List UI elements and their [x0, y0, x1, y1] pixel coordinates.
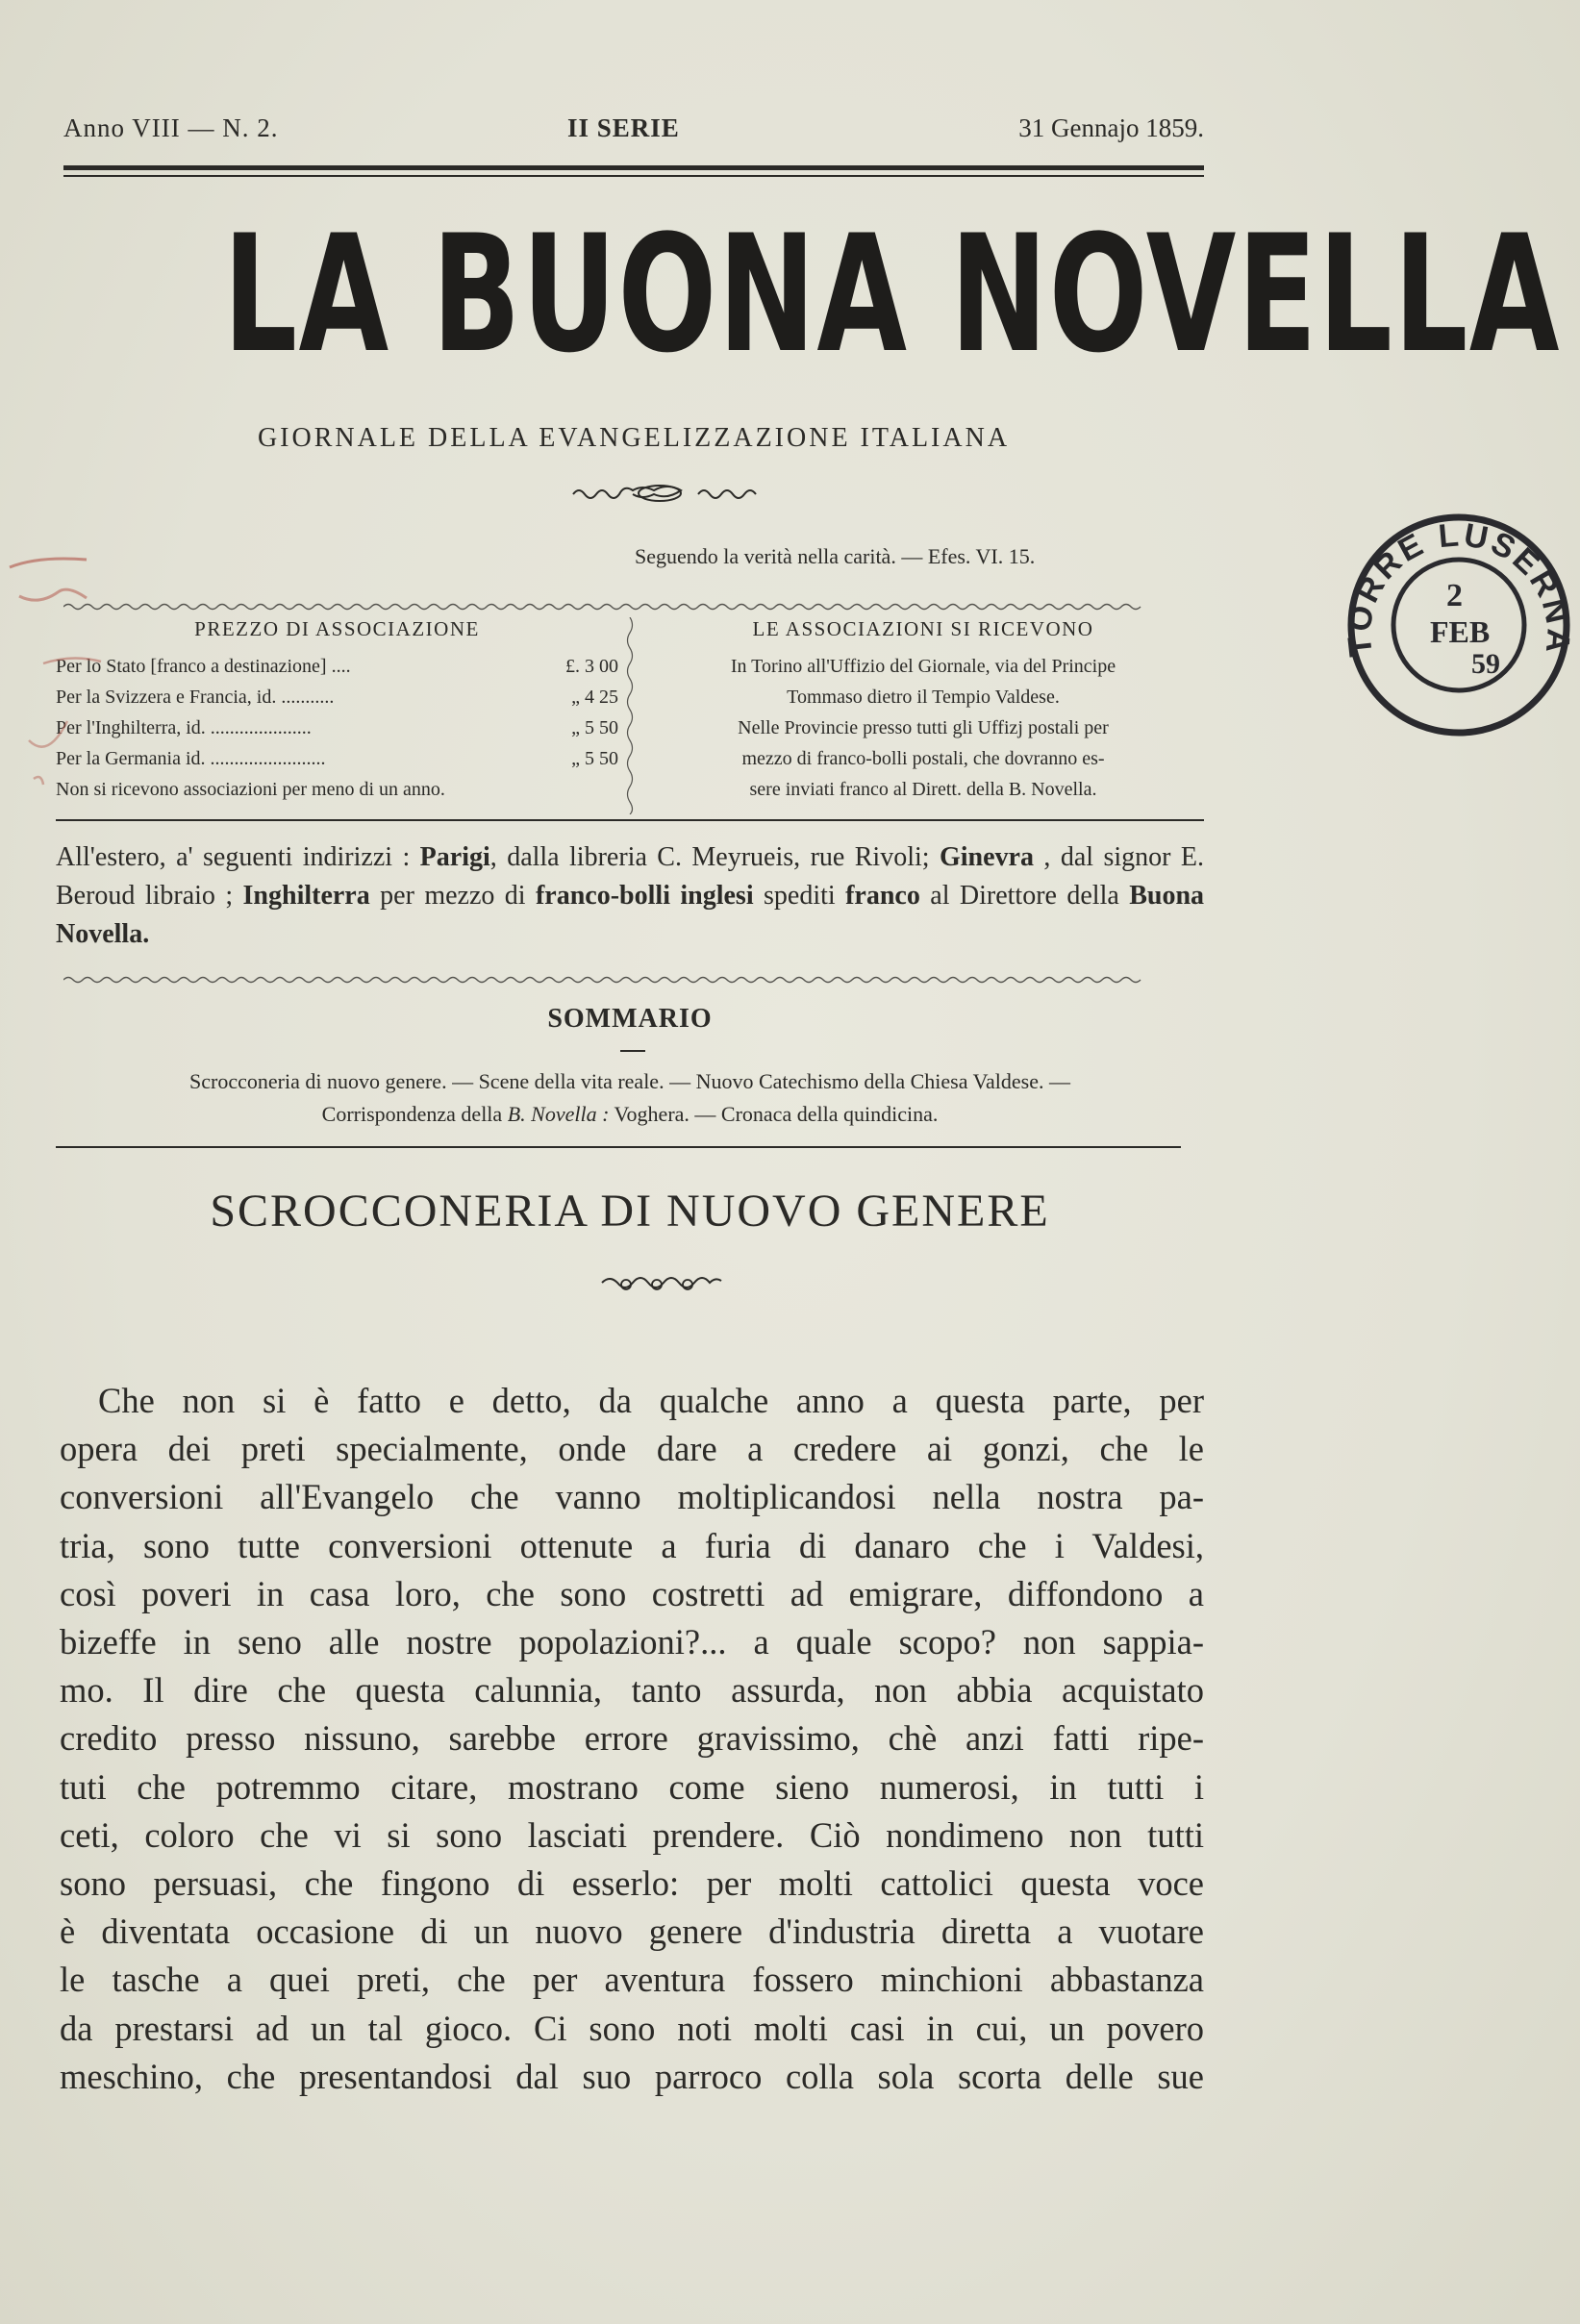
- price-amount: „ 5 50: [571, 717, 618, 738]
- abroad-city: Inghilterra: [242, 881, 370, 911]
- where-heading: LE ASSOCIAZIONI SI RICEVONO: [752, 617, 1094, 640]
- sommario-line: Scrocconeria di nuovo genere. — Scene della vita reale. — Nuovo Catechismo della Chiesa Valdese. —: [189, 1069, 1070, 1093]
- title-ornament: [63, 1271, 1204, 1298]
- sommario-text-part: Voghera. — Cronaca della quindicina.: [609, 1102, 939, 1126]
- article-line: è diventata occasione di un nuovo genere d'industria diretta a vuotare: [60, 1912, 1204, 1952]
- column-divider-brace: [625, 617, 635, 814]
- article-line: Che non si è fatto e detto, da qualche anno a questa parte, per: [98, 1381, 1204, 1420]
- motto-quote: Seguendo la verità nella carità. — Efes. VI. 15.: [635, 544, 1036, 568]
- abroad-city: Parigi: [419, 842, 490, 872]
- sommario-contents: [38, 1065, 1221, 1131]
- price-label: Per l'Inghilterra, id. .....................: [56, 717, 312, 738]
- article-title: SCROCCONERIA DI NUOVO GENERE: [210, 1186, 1050, 1237]
- red-pencil-marks: [0, 548, 144, 808]
- postmark-town: TORRE LUSERNA: [1341, 516, 1577, 659]
- where-line: In Torino all'Uffizio del Giornale, via del Principe: [730, 656, 1116, 677]
- wavy-divider-top: [63, 602, 1204, 612]
- abroad-addresses: [56, 838, 1204, 954]
- price-heading: PREZZO DI ASSOCIAZIONE: [194, 617, 480, 640]
- subscription-box: [56, 617, 1204, 814]
- abroad-text: al Direttore della: [919, 881, 1130, 911]
- where-line: Tommaso dietro il Tempio Valdese.: [787, 687, 1060, 708]
- where-line: sere inviati franco al Dirett. della B. Novella.: [749, 779, 1097, 800]
- header-rule-thick: [63, 165, 1204, 170]
- sommario-rule: [56, 1146, 1181, 1148]
- issue-date: 31 Gennajo 1859.: [1018, 113, 1204, 142]
- where-line: Nelle Provincie presso tutti gli Uffizj postali per: [738, 717, 1109, 738]
- price-amount: £. 3 00: [565, 656, 618, 677]
- sommario-italic: B. Novella :: [507, 1102, 610, 1126]
- series-label: II SERIE: [567, 113, 680, 142]
- price-amount: „ 5 50: [571, 748, 618, 769]
- where-column: [642, 617, 1204, 805]
- article-line: tuti che potremmo citare, mostrano come sieno numerosi, in tutti i: [60, 1766, 1204, 1807]
- article-line: conversioni all'Evangelo che vanno moltiplicandosi nella nostra pa-: [60, 1477, 1204, 1517]
- article-line: le tasche a quei preti, che per aventura fossero minchioni abbastanza: [60, 1960, 1204, 2000]
- price-label: Per la Germania id. ........................: [56, 748, 326, 769]
- article-line: meschino, che presentandosi dal suo parroco colla sola scorta delle sue: [60, 2056, 1204, 2096]
- price-amount: „ 4 25: [571, 687, 618, 708]
- masthead-title: LA BUONA NOVELLA: [223, 200, 1561, 388]
- article-line: ceti, coloro che vi si sono lasciati prendere. Ciò nondimeno non tutti: [60, 1814, 1204, 1855]
- article-line: sono persuasi, che fingono di esserlo: per molti cattolici questa voce: [60, 1863, 1204, 1904]
- article-body: [60, 1377, 1204, 2101]
- article-line: opera dei preti specialmente, onde dare a credere ai gonzi, che le: [60, 1429, 1204, 1469]
- article-line: così poveri in casa loro, che sono costretti ad emigrare, diffondono a: [60, 1573, 1204, 1613]
- postmark-stamp: [1339, 500, 1579, 750]
- abroad-text: , dal signor E. Beroud libraio ;: [56, 842, 1204, 911]
- flourish-ornament: [63, 479, 1204, 508]
- article-line: credito presso nissuno, sarebbe errore gravissimo, chè anzi fatti ripe-: [60, 1718, 1204, 1759]
- article-line: da prestarsi ad un tal gioco. Ci sono noti molti casi in cui, un povero: [60, 2008, 1204, 2048]
- postmark-day: 2: [1446, 578, 1463, 613]
- abroad-emphasis: Buona Novella.: [56, 881, 1205, 949]
- abroad-text: spediti: [753, 881, 846, 911]
- sommario-title: SOMMARIO: [547, 1004, 713, 1034]
- abroad-text: per mezzo di: [369, 881, 536, 911]
- wavy-divider-bottom: [63, 975, 1204, 985]
- abroad-text: , dalla libreria C. Meyrueis, rue Rivoli;: [489, 842, 940, 872]
- price-note: Non si ricevono associazioni per meno di un anno.: [56, 779, 445, 800]
- price-label: Per lo Stato [franco a destinazione] ....: [56, 656, 351, 677]
- masthead-subtitle: GIORNALE DELLA EVANGELIZZAZIONE ITALIANA: [257, 423, 1011, 453]
- abroad-emphasis: franco: [845, 881, 920, 911]
- issue-number: Anno VIII — N. 2.: [63, 113, 279, 142]
- abroad-text: All'estero, a' seguenti indirizzi :: [56, 842, 420, 872]
- subscription-rule: [56, 819, 1204, 821]
- sommario-dash: [620, 1050, 645, 1052]
- sommario-text-part: Corrispondenza della: [321, 1102, 508, 1126]
- header-rule-thin: [63, 175, 1204, 177]
- sommario-line: [38, 1098, 1221, 1131]
- postmark-month: FEB: [1430, 614, 1491, 649]
- article-line: bizeffe in seno alle nostre popolazioni?... a quale scopo? non sappia-: [60, 1622, 1204, 1662]
- article-line: mo. Il dire che questa calunnia, tanto assurda, non abbia acquistato: [60, 1670, 1204, 1711]
- price-label: Per la Svizzera e Francia, id. ...........: [56, 687, 335, 708]
- abroad-emphasis: franco-bolli inglesi: [535, 881, 754, 911]
- where-line: mezzo di franco-bolli postali, che dovranno es-: [741, 748, 1105, 769]
- issue-line: [63, 113, 1204, 152]
- abroad-city: Ginevra: [939, 842, 1034, 872]
- postmark-year: 59: [1471, 648, 1500, 680]
- article-line: tria, sono tutte conversioni ottenute a furia di danaro che i Valdesi,: [60, 1525, 1204, 1565]
